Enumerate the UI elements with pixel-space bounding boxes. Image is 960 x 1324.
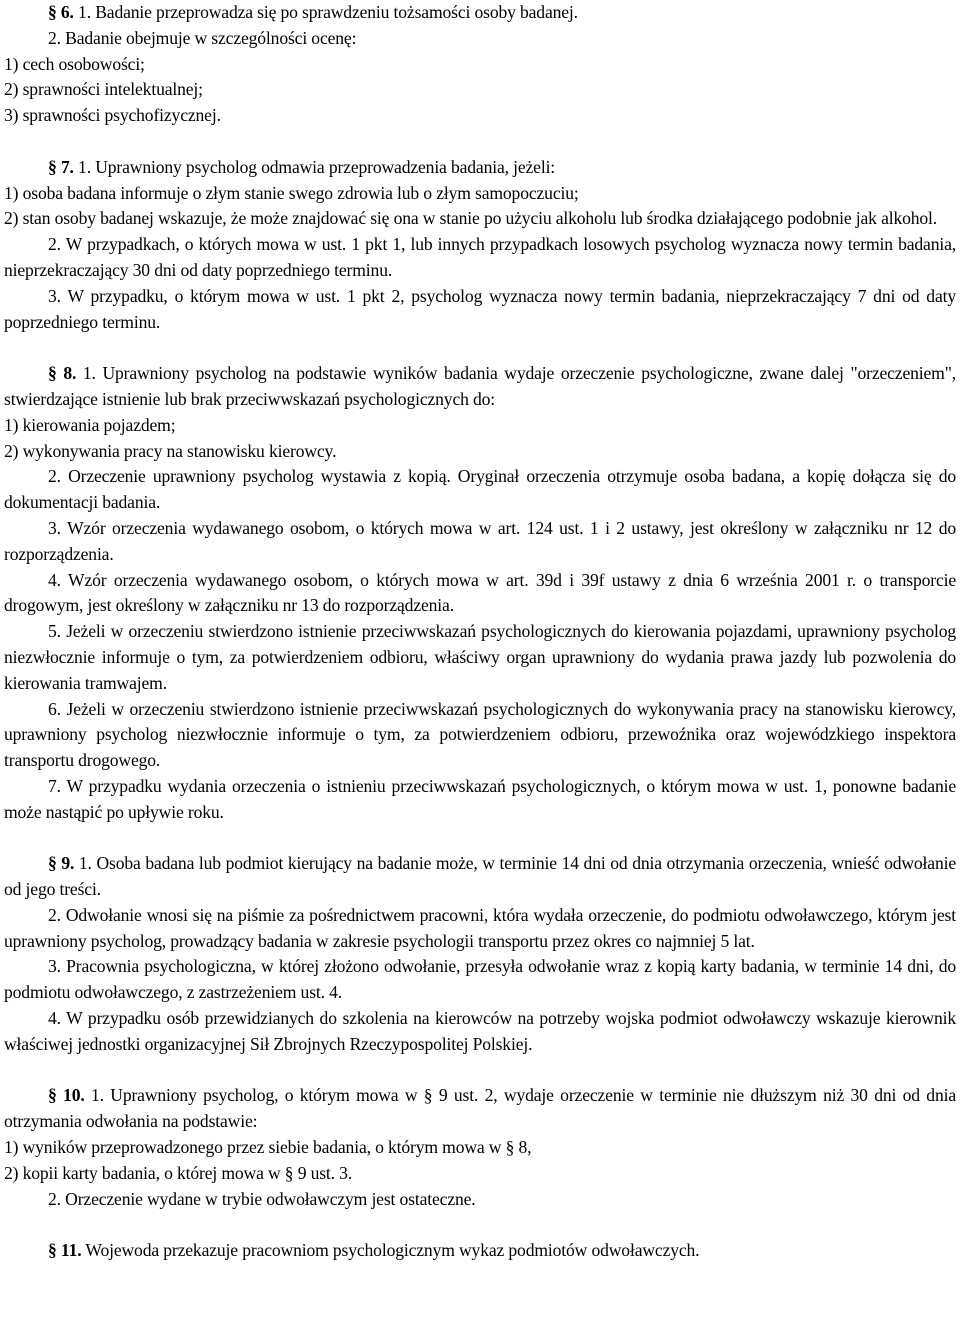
section-6-item-2: 2) sprawności intelektualnej; <box>4 79 203 100</box>
section-6-item-1: 1) cech osobowości; <box>4 53 145 74</box>
section-6-paragraph-2: 2. Badanie obejmuje w szczególności ocenę: <box>48 27 357 48</box>
section-7-item-1: 1) osoba badana informuje o złym stanie swego zdrowia lub o złym samopoczuciu; <box>4 182 579 203</box>
section-8-number: § 8. <box>48 363 77 384</box>
section-gap <box>4 335 956 361</box>
section-8-paragraph-5: 5. Jeżeli w orzeczeniu stwierdzono istnienie przeciwwskazań psychologicznych do kierowania pojazdami, uprawniony psycholog niezwłocznie informuje o tym, za potwierdzeniem odbioru, właściwy organ uprawniony do wydania prawa jazdy lub pozwolenia do kierowania tramwajem. <box>4 621 956 693</box>
section-10-item-1: 1) wyników przeprowadzonego przez siebie badania, o którym mowa w § 8, <box>4 1137 532 1158</box>
section-7-number: § 7. <box>48 156 74 177</box>
section-7-paragraph-1: § 7. 1. Uprawniony psycholog odmawia przeprowadzenia badania, jeżeli: <box>48 156 556 177</box>
section-9-number: § 9. <box>48 853 75 874</box>
section-9-paragraph-1: § 9. 1. Osoba badana lub podmiot kierujący na badanie może, w terminie 14 dni od dnia otrzymania orzeczenia, wnieść odwołanie od jego treści. <box>4 853 957 900</box>
section-6-number: § 6. <box>48 2 74 22</box>
section-7-paragraph-2: 2. W przypadkach, o których mowa w ust. 1 pkt 1, lub innych przypadkach losowych psycholog wyznacza nowy termin badania, nieprzekraczający 30 dni od daty poprzedniego terminu. <box>4 234 956 280</box>
section-9-paragraph-3: 3. Pracownia psychologiczna, w której złożono odwołanie, przesyła odwołanie wraz z kopią karty badania, w terminie 14 dni, do podmiotu odwoławczego, z zastrzeżeniem ust. 4. <box>4 956 956 1003</box>
section-10-item-2: 2) kopii karty badania, o której mowa w § 9 ust. 3. <box>4 1162 353 1183</box>
section-8-paragraph-1: § 8. 1. Uprawniony psycholog na podstawie wyników badania wydaje orzeczenie psychologiczne, zwane dalej "orzeczeniem", stwierdzające istnienie lub brak przeciwwskazań psychologicznych do: <box>4 363 956 409</box>
section-gap <box>4 1058 956 1084</box>
section-9-paragraph-2: 2. Odwołanie wnosi się na piśmie za pośrednictwem pracowni, która wydała orzeczenie, do podmiotu odwoławczego, którym jest uprawniony psycholog, prowadzący badania w zakresie psychologii transportu przez okres co najmniej 5 lat. <box>4 904 956 951</box>
section-10-paragraph-2: 2. Orzeczenie wydane w trybie odwoławczym jest ostateczne. <box>48 1188 476 1209</box>
section-gap <box>4 1212 956 1238</box>
section-8-paragraph-2: 2. Orzeczenie uprawniony psycholog wystawia z kopią. Oryginał orzeczenia otrzymuje osoba badana, a kopię dołącza się do dokumentacji badania. <box>4 466 956 513</box>
section-10-paragraph-1: § 10. 1. Uprawniony psycholog, o którym mowa w § 9 ust. 2, wydaje orzeczenie w terminie nie dłuższym niż 30 dni od dnia otrzymania odwołania na podstawie: <box>4 1085 956 1132</box>
section-8-paragraph-4: 4. Wzór orzeczenia wydawanego osobom, o których mowa w art. 39d i 39f ustawy z dnia 6 września 2001 r. o transporcie drogowym, jest określony w załączniku nr 13 do rozporządzenia. <box>4 569 956 616</box>
section-6-paragraph-1: § 6. 1. Badanie przeprowadza się po sprawdzeniu tożsamości osoby badanej. <box>48 2 578 22</box>
section-gap <box>4 129 956 155</box>
section-10-number: § 10. <box>48 1085 85 1106</box>
section-7-item-2: 2) stan osoby badanej wskazuje, że może znajdować się ona w stanie po użyciu alkoholu lub środka działającego podobnie jak alkohol. <box>4 208 938 229</box>
section-9-paragraph-4: 4. W przypadku osób przewidzianych do szkolenia na kierowców na potrzeby wojska podmiot odwoławczy wskazuje kierownik właściwej jednostki organizacyjnej Sił Zbrojnych Rzeczypospolitej Polskiej. <box>4 1008 956 1054</box>
section-11-number: § 11. <box>48 1240 82 1261</box>
section-8-paragraph-7: 7. W przypadku wydania orzeczenia o istnieniu przeciwwskazań psychologicznych, o którym mowa w ust. 1, ponowne badanie może nastąpić po upływie roku. <box>4 775 956 822</box>
section-6-item-3: 3) sprawności psychofizycznej. <box>4 105 221 126</box>
section-8-item-2: 2) wykonywania pracy na stanowisku kierowcy. <box>4 440 337 461</box>
section-11-paragraph-1: § 11. Wojewoda przekazuje pracowniom psychologicznym wykaz podmiotów odwoławczych. <box>48 1240 700 1261</box>
section-8-paragraph-6: 6. Jeżeli w orzeczeniu stwierdzono istnienie przeciwwskazań psychologicznych do wykonywania pracy na stanowisku kierowcy, uprawniony psycholog niezwłocznie informuje o tym, za potwierdzeniem odbioru, przewoźnika oraz wojewódzkiego inspektora transportu drogowego. <box>4 698 956 771</box>
section-7-paragraph-3: 3. W przypadku, o którym mowa w ust. 1 pkt 2, psycholog wyznacza nowy termin badania, nieprzekraczający 7 dni od daty poprzedniego terminu. <box>4 285 956 332</box>
section-gap <box>4 826 956 852</box>
section-8-paragraph-3: 3. Wzór orzeczenia wydawanego osobom, o których mowa w art. 124 ust. 1 i 2 ustawy, jest określony w załączniku nr 12 do rozporządzenia. <box>4 517 956 564</box>
section-8-item-1: 1) kierowania pojazdem; <box>4 414 176 435</box>
